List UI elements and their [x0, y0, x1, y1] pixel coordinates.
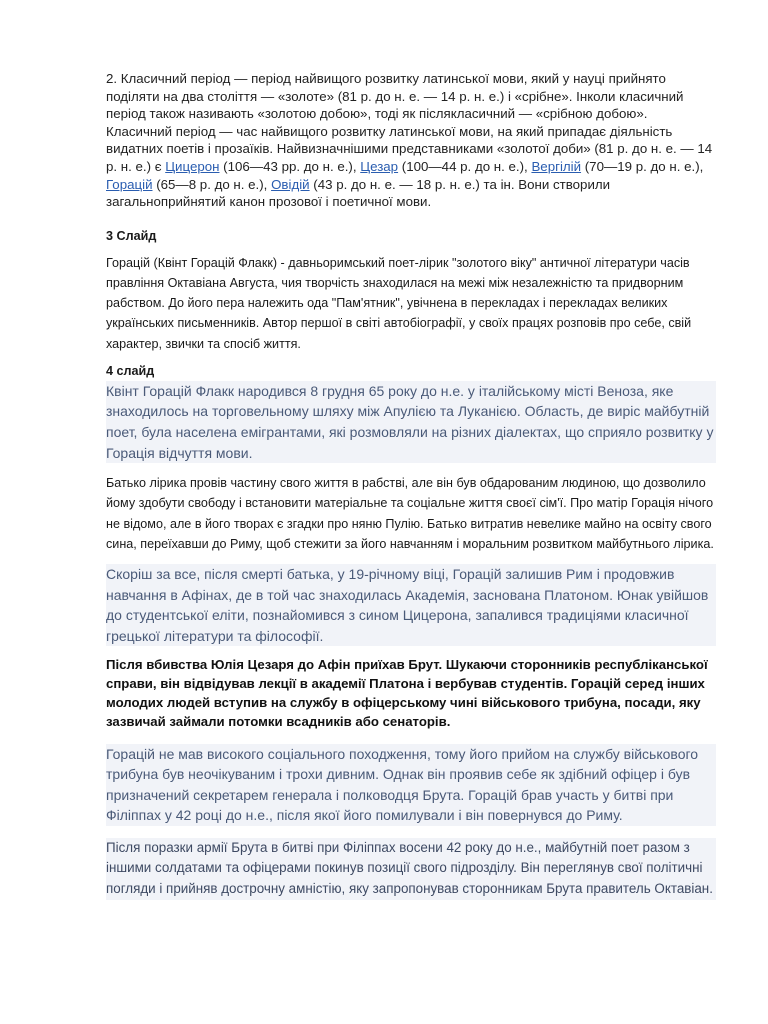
slide3-paragraph: Горацій (Квінт Горацій Флакк) - давньоримський поет-лірик "золотого віку" античної літератури часів правління Октавіана Августа, чия творчість знаходилася на межі між незалежністю та придворним рабством. До його пера належить ода "Пам'ятник", увічнена в перекладах і перекладах великих українських письменників. Автор першої в світі автобіографії, у своїх працях розповів про себе, свій характер, звички та спосіб життя. — [106, 255, 692, 351]
intro-text: (43 р. до н. е. — 18 р. н. е.) та ін. Вони створили загальноприйнятий канон прозової і поетичної мови. — [106, 176, 611, 210]
intro-text: (70—19 р. до н. е.), — [581, 158, 704, 174]
slide4-paragraph-1: Квінт Горацій Флакк народився 8 грудня 65 року до н.е. у італійському місті Веноза, яке знаходилось на торговельному шляху між Апулією та Луканією. Область, де виріс майбутній поет, була населена емігрантами, які розмовляли на різних діалектах, що сприяло розвитку у Горація відчуття мови. — [106, 381, 716, 463]
intro-text: (106—43 рр. до н. е.), — [219, 158, 361, 174]
slide4-paragraph-2: Батько лірика провів частину свого життя в рабстві, але він був обдарованим людиною, що дозволило йому здобути свободу і встановити матеріальне та соціальне життя своєї сім'ї. Про матір Горація нічого не відомо, але в його творах є згадки про няню Пулію. Батько витратив невелике майно на освіту свого сина, переїхавши до Риму, щоб стежити за його навчанням і моральним розвитком майбутнього лірика. — [106, 476, 714, 551]
slide4-heading: 4 слайд — [106, 363, 155, 378]
slide4-paragraph-3: Скоріш за все, після смерті батька, у 19-річному віці, Горацій залишив Рим і продовжив навчання в Афінах, де в той час знаходилась Академія, заснована Платоном. Юнак увійшов до студентської еліти, познайомився з сином Цицерона, запалився традиціями класичної грецької літератури та філософії. — [106, 564, 716, 646]
link-cicero[interactable]: Цицерон — [165, 158, 220, 174]
intro-text: (100—44 р. до н. е.), — [398, 158, 532, 174]
intro-text: (65—8 р. до н. е.), — [152, 176, 272, 192]
intro-text: 2. Класичний період — період найвищого розвитку латинської мови, який у науці прийнято поділяти на два століття — «золоте» (81 р. до н. е. — 14 р. н. е.) і «срібне». Інколи класичний період також називають «золотою добою», тоді як післякласичний — «срібною добою». Класичний період — час найвищого розвитку латинської мови, на який припадає діяльність видатних поетів і прозаїків. Найвизначнішими представниками «золотої доби» (81 р. до н. е. — 14 р. н. е.) є — [106, 71, 713, 174]
link-horace[interactable]: Горацій — [106, 176, 153, 192]
link-caesar[interactable]: Цезар — [360, 158, 399, 174]
document-page — [106, 70, 716, 900]
slide4-paragraph-4: Після вбивства Юлія Цезаря до Афін приїхав Брут. Шукаючи сторонників республіканської справи, він відвідував лекції в академії Платона і вербував студентів. Горацій серед інших молодих людей вступив на службу в офіцерському чині військового трибуна, посади, яку зазвичай займали потомки всадників або сенаторів. — [106, 657, 708, 729]
intro-paragraph — [106, 70, 716, 211]
link-ovid[interactable]: Овідій — [271, 176, 310, 192]
link-virgil[interactable]: Вергілій — [531, 158, 582, 174]
slide3-heading: 3 Слайд — [106, 228, 157, 243]
slide4-paragraph-5: Горацій не мав високого соціального походження, тому його прийом на службу військового трибуна був неочікуваним і трохи дивним. Однак він проявив себе як здібний офіцер і був призначений секретарем генерала і полководця Брута. Горацій брав участь у битві при Філіппах у 42 році до н.е., після якої його помилували і він повернувся до Риму. — [106, 744, 716, 826]
slide4-paragraph-6: Після поразки армії Брута в битві при Філіппах восени 42 року до н.е., майбутній поет разом з іншими солдатами та офіцерами покинув позиції свого підрозділу. Він переглянув свої політичні погляди і прийняв дострочну амністію, яку запропонував сторонникам Брута правитель Октавіан. — [106, 838, 716, 900]
